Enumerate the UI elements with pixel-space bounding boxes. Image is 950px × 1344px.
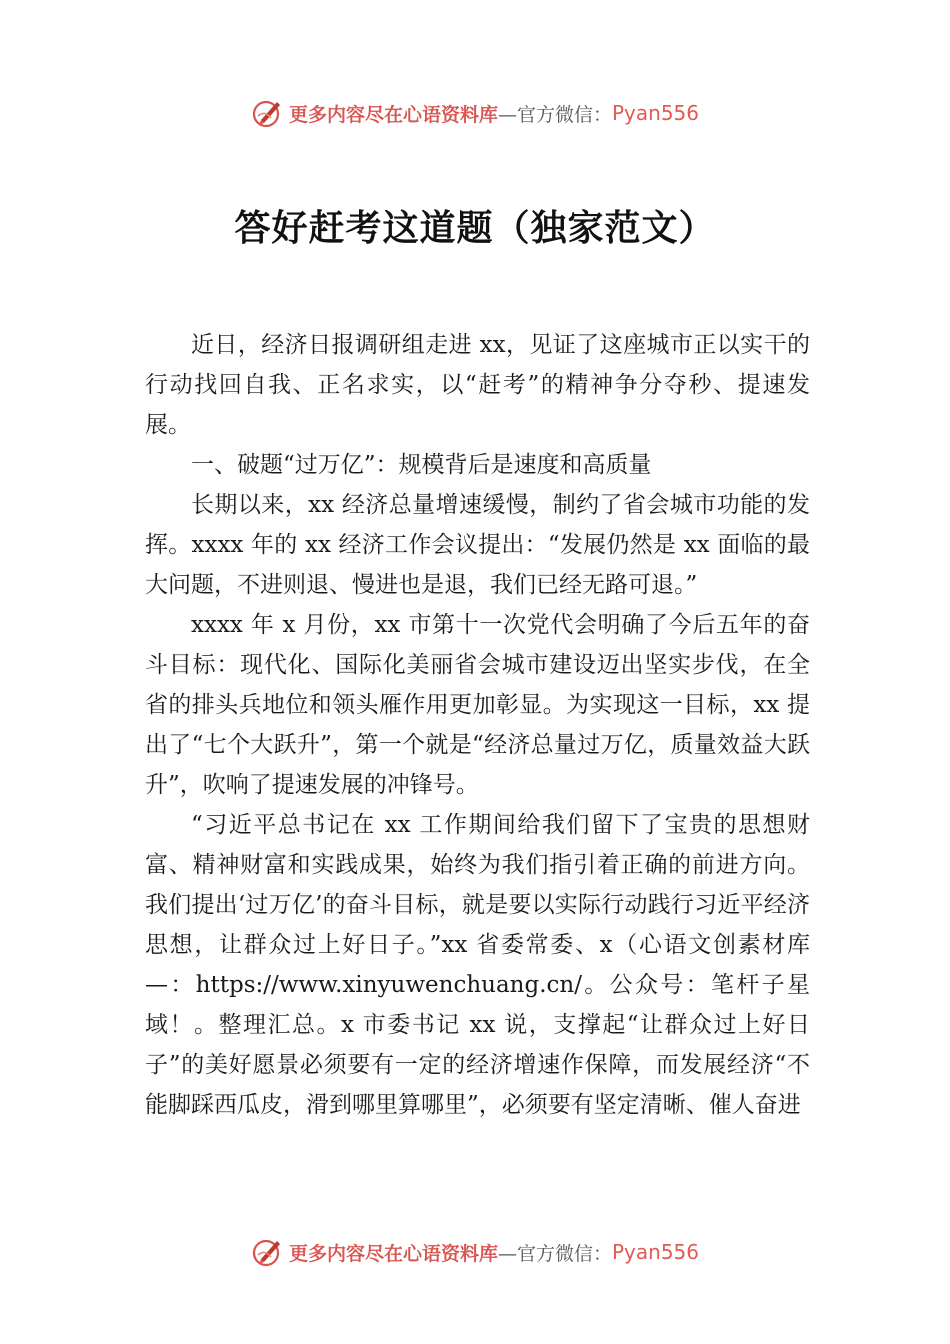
pen-logo-icon (251, 96, 285, 130)
paragraph-3: xxxx 年 x 月份，xx 市第十一次党代会明确了今后五年的奋斗目标：现代化、国际化美丽省会城市建设迈出坚实步伐，在全省的排头兵地位和领头雁作用更加彰显。为实现这一目标，xx 提出了“七个大跃升”，第一个就是“经济总量过万亿，质量效益大跃升”，吹响了提速发展的冲锋号。 (145, 612, 810, 798)
document-title: 答好赶考这道题（独家范文） (234, 207, 716, 249)
paragraph-2: 长期以来，xx 经济总量增速缓慢，制约了省会城市功能的发挥。xxxx 年的 xx 经济工作会议提出：“发展仍然是 xx 面临的最大问题，不进则退、慢进也是退，我们已经无路可退。” (145, 492, 810, 598)
banner-wechat-id: Pyan556 (612, 101, 700, 125)
pen-logo-icon (251, 1235, 285, 1269)
banner-text: 更多内容尽在心语资料库 (288, 103, 498, 126)
banner-wechat-label: —官方微信： (497, 1242, 612, 1265)
banner-text: 更多内容尽在心语资料库 (288, 1242, 498, 1265)
header-banner (0, 93, 950, 133)
paragraph-1: 近日，经济日报调研组走进 xx，见证了这座城市正以实干的行动找回自我、正名求实，以“赶考”的精神争分夺秒、提速发展。 (145, 332, 810, 438)
banner-wechat-label: —官方微信： (497, 103, 612, 126)
paragraph-4: “习近平总书记在 xx 工作期间给我们留下了宝贵的思想财富、精神财富和实践成果，始终为我们指引着正确的前进方向。我们提出‘过万亿’的奋斗目标，就是要以实际行动践行习近平经济思想，让群众过上好日子。”xx 省委常委、x（心语文创素材库—：https://www.xinyuwenchuang.cn/。公众号：笔杆子星域！。整理汇总。x 市委书记 xx 说，支撑起“让群众过上好日子”的美好愿景必须要有一定的经济增速作保障，而发展经济“不能脚踩西瓜皮，滑到哪里算哪里”，必须要有坚定清晰、催人奋进 (145, 812, 810, 1118)
section-heading-1: 一、破题“过万亿”：规模背后是速度和高质量 (191, 452, 652, 478)
footer-banner (0, 1232, 950, 1272)
document-body (145, 325, 810, 1125)
banner-wechat-id: Pyan556 (612, 1240, 700, 1264)
